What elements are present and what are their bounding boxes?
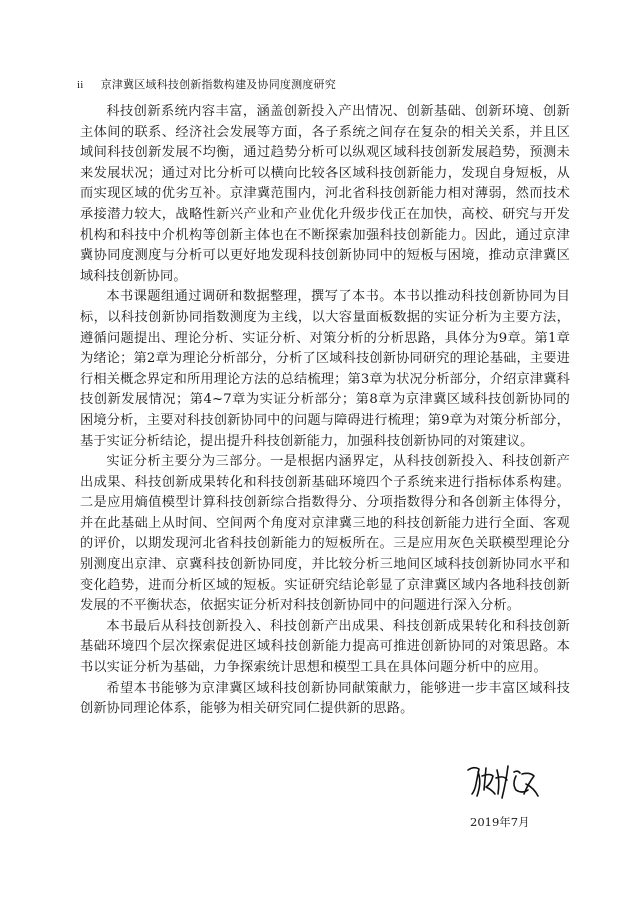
date: 2019年7月 [470, 815, 530, 829]
running-header [77, 76, 577, 92]
page-number: ii [77, 79, 84, 91]
preface-body [80, 102, 570, 720]
paragraph: 实证分析主要分为三部分。一是根据内涵界定，从科技创新投入、科技创新产出成果、科技创新成果转化和科技创新基础环境四个子系统来进行指标体系构建。二是应用熵值模型计算科技创新综合指数得分、分项指数得分和各创新主体得分，并在此基础上从时间、空间两个角度对京津冀三地的科技创新能力进行全面、客观的评价，以期发现河北省科技创新能力的短板所在。三是应用灰色关联模型理论分别测度出京津、京冀科技创新协同度，并比较分析三地间区域科技创新协同水平和变化趋势，进而分析区域的短板。实证研究结论彰显了京津冀区域内各地科技创新发展的不平衡状态，依据实证分析对科技创新协同中的问题进行深入分析。 [80, 454, 570, 614]
paragraph: 本书最后从科技创新投入、科技创新产出成果、科技创新成果转化和科技创新基础环境四个层次探索促进区域科技创新能力提高可推进创新协同的对策思路。本书以实证分析为基础，力争探索统计思想和模型工具在具体问题分析中的应用。 [80, 618, 570, 676]
paragraph: 希望本书能够为京津冀区域科技创新协同献策献力，能够进一步丰富区域科技创新协同理论体系，能够为相关研究同仁提供新的思路。 [80, 680, 570, 717]
paragraph: 科技创新系统内容丰富，涵盖创新投入产出情况、创新基础、创新环境、创新主体间的联系、经济社会发展等方面，各子系统之间存在复杂的相关关系，并且区域间科技创新发展不均衡，通过趋势分析可以纵观区域科技创新发展趋势，预测未来发展状况；通过对比分析可以横向比较各区域科技创新能力，发现自身短板，从而实现区域的优劣互补。京津冀范围内，河北省科技创新能力相对薄弱，然而技术承接潜力较大，战略性新兴产业和产业优化升级步伐正在加快，高校、研究与开发机构和科技中介机构等创新主体也在不断探索加强科技创新能力。因此，通过京津冀协同度测度与分析可以更好地发现科技创新协同中的短板与困境，推动京津冀区域科技创新协同。 [80, 104, 570, 284]
paragraph: 本书课题组通过调研和数据整理，撰写了本书。本书以推动科技创新协同为目标，以科技创新协同指数测度为主线，以大容量面板数据的实证分析为主要方法，遵循问题提出、理论分析、实证分析、对策分析的分析思路，具体分为9章。第1章为绪论；第2章为理论分析部分，分析了区域科技创新协同研究的理论基础，主要进行相关概念界定和所用理论方法的总结梳理；第3章为状况分析部分，介绍京津冀科技创新发展情况；第4~7章为实证分析部分；第8章为京津冀区域科技创新协同的困境分析，主要对科技创新协同中的问题与障碍进行梳理；第9章为对策分析部分，基于实证分析结论，提出提升科技创新能力，加强科技创新协同的对策建议。 [80, 289, 570, 449]
signature-mark [464, 760, 544, 804]
handwritten-signature [464, 760, 544, 804]
book-title: 京津冀区域科技创新指数构建及协同度测度研究 [100, 78, 336, 91]
